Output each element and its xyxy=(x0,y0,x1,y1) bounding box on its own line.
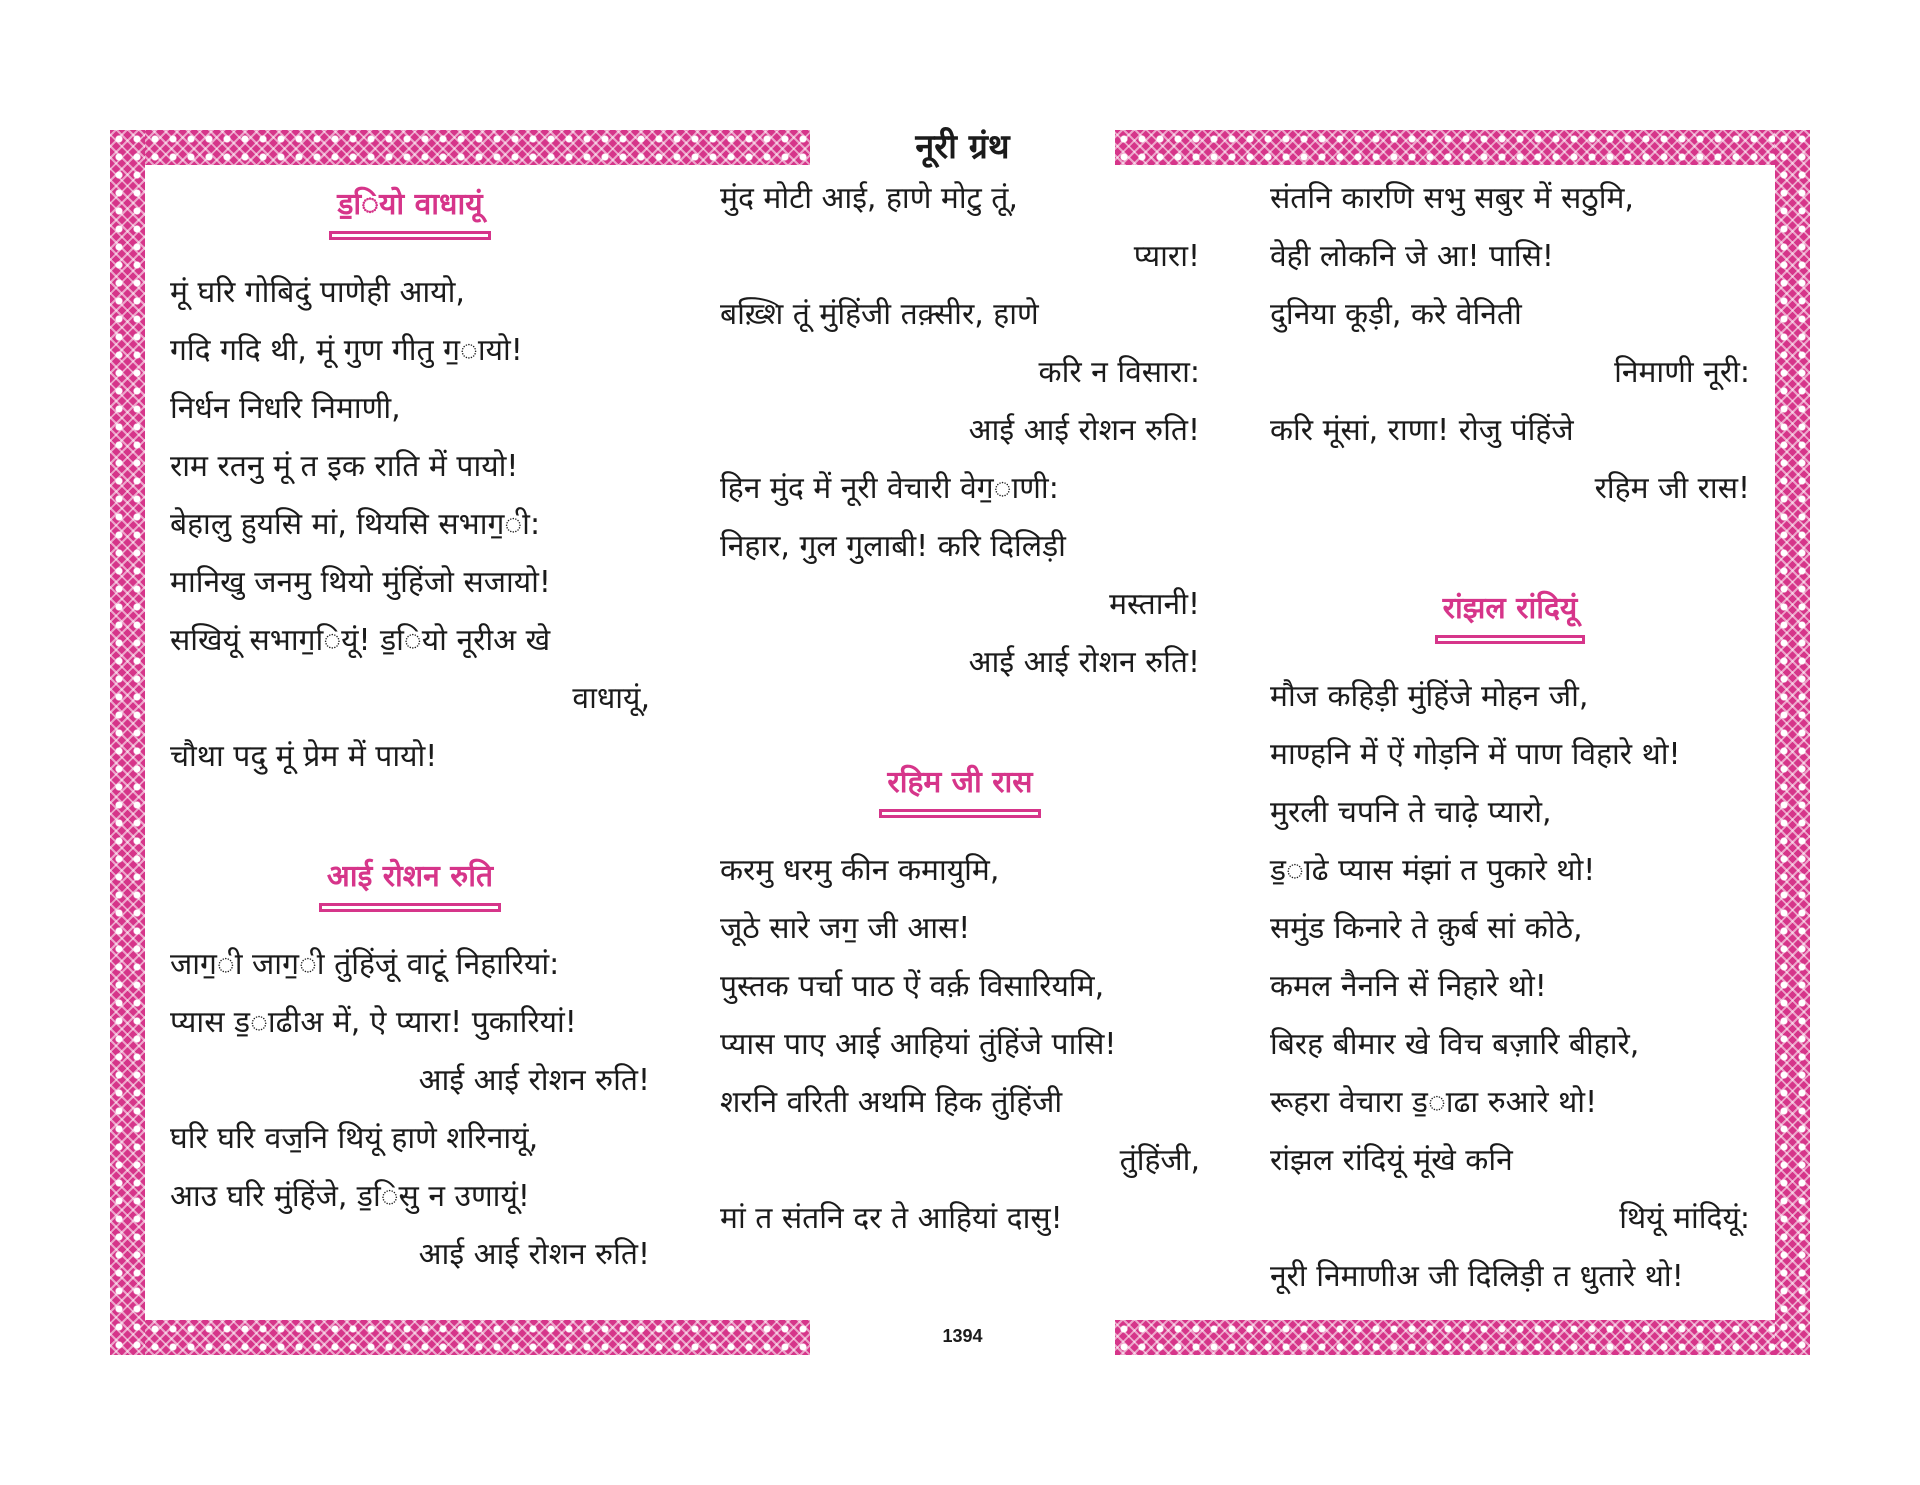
verse-line: आउ घरि मुंहिंजे, ड॒िसु न उणायूं! xyxy=(170,1179,530,1214)
verse-line: समुंड किनारे ते क़ुर्ब सां कोठे, xyxy=(1270,911,1583,946)
verse-line: प्यास ड॒ाढीअ में, ऐ प्यारा! पुकारियां! xyxy=(170,1005,577,1040)
verse-line: आई आई रोशन रुति! xyxy=(418,1063,650,1098)
decorative-border-right xyxy=(1775,130,1810,1355)
verse-line: मूं घरि गोबिदुं पाणेही आयो, xyxy=(170,275,465,310)
verse-line: मुरली चपनि ते चाढ़े प्यारो, xyxy=(1270,795,1552,830)
verse-line: माण्हनि में ऐं गोड़नि में पाण विहारे थो! xyxy=(1270,737,1681,772)
decorative-border-bottom-right xyxy=(1115,1320,1810,1355)
verse-line: राम रतनु मूं त इक राति में पायो! xyxy=(170,449,519,484)
verse-line: रांझल रांदियूं मूंखे कनि xyxy=(1270,1143,1513,1178)
column-1 xyxy=(170,170,650,1284)
verse-line: मां त संतनि दर ते आहियां दासु! xyxy=(720,1201,1063,1236)
verse-line: पुस्तक पर्चा पाठ ऐं वर्क़ विसारियमि, xyxy=(720,969,1105,1004)
verse-line: बिरह बीमार खे विच बज़ारि बीहारे, xyxy=(1270,1027,1640,1062)
book-title: नूरी ग्रंथ xyxy=(915,127,1010,167)
verse-line: हिन मुंद में नूरी वेचारी वेग॒ाणी: xyxy=(720,471,1059,506)
verse-line: मानिखु जनमु थियो मुंहिंजो सजायो! xyxy=(170,565,551,600)
verse-line: करि मूंसां, राणा! रोजु पंहिंजे xyxy=(1270,413,1574,448)
decorative-border-top-left xyxy=(110,130,810,165)
section-heading-diyo-vadhayun: ड॒ियो वाधायूं xyxy=(329,182,490,234)
verse-line: नूरी निमाणीअ जी दिलिड़ी त धुतारे थो! xyxy=(1270,1259,1684,1294)
section-heading-aai-roshan-ruti: आई रोशन रुति xyxy=(319,854,501,906)
verse-line: मौज कहिड़ी मुंहिंजे मोहन जी, xyxy=(1270,679,1589,714)
verse-line: घरि घरि वज॒नि थियूं हाणे शरिनायूं, xyxy=(170,1121,539,1156)
decorative-border-top-right xyxy=(1115,130,1810,165)
verse-line: वाधायूं, xyxy=(572,681,650,716)
verse-line: वेही लोकनि जे आ! पासि! xyxy=(1270,239,1554,274)
verse-line: मुंद मोटी आई, हाणे मोटु तूं, xyxy=(720,181,1018,216)
verse-line: कमल नैननि सें निहारे थो! xyxy=(1270,969,1547,1004)
verse-line: प्यारा! xyxy=(1133,239,1200,274)
verse-line: करि न विसारा: xyxy=(1038,355,1200,390)
verse-line: आई आई रोशन रुति! xyxy=(418,1237,650,1272)
verse-line: जाग॒ी जाग॒ी तुंहिंजूं वाटूं निहारियां: xyxy=(170,947,560,982)
verse-line: थियूं मांदियूं: xyxy=(1619,1201,1750,1236)
verse-line: रूहरा वेचारा ड॒ाढा रुआरे थो! xyxy=(1270,1085,1598,1120)
verse-line: चौथा पदु मूं प्रेम में पायो! xyxy=(170,739,438,774)
verse-line: निहार, गुल गुलाबी! करि दिलिड़ी xyxy=(720,529,1066,564)
verse-line: दुनिया कूड़ी, करे वेनिती xyxy=(1270,297,1522,332)
verse-line: मस्तानी! xyxy=(1109,587,1200,622)
verse-line: बख़्शि तूं मुंहिंजी तक़्सीर, हाणे xyxy=(720,297,1039,332)
verse-line: संतनि कारणि सभु सबुर में सठुमि, xyxy=(1270,181,1634,216)
column-3 xyxy=(1270,170,1750,1306)
verse-line: निमाणी नूरी: xyxy=(1614,355,1750,390)
page-number: 1394 xyxy=(942,1326,983,1346)
section-heading-rahim-ji-raas: रहिम जी रास xyxy=(879,760,1040,812)
verse-line: रहिम जी रास! xyxy=(1594,471,1750,506)
verse-line: शरनि वरिती अथमि हिक तुंहिंजी xyxy=(720,1085,1063,1120)
section-heading-ranjhal-randiyun: रांझल रांदियूं xyxy=(1435,586,1586,638)
decorative-border-bottom-left xyxy=(110,1320,810,1355)
verse-line: जूठे सारे जग॒ जी आस! xyxy=(720,911,971,946)
verse-line: ड॒ाढे प्यास मंझां त पुकारे थो! xyxy=(1270,853,1596,888)
column-2 xyxy=(720,170,1200,1248)
verse-line: सखियूं सभाग॒ियूं! ड॒ियो नूरीअ खे xyxy=(170,623,551,658)
verse-line: बेहालु हुयसि मां, थियसि सभाग॒ी: xyxy=(170,507,541,542)
verse-line: आई आई रोशन रुति! xyxy=(968,413,1200,448)
verse-line: करमु धरमु कीन कमायुमि, xyxy=(720,853,1000,888)
verse-line: प्यास पाए आई आहियां तुंहिंजे पासि! xyxy=(720,1027,1117,1062)
verse-line: गदि गदि थी, मूं गुण गीतु ग॒ायो! xyxy=(170,333,523,368)
verse-line: निर्धन निधरि निमाणी, xyxy=(170,391,401,426)
decorative-border-left xyxy=(110,130,145,1355)
verse-line: आई आई रोशन रुति! xyxy=(968,645,1200,680)
verse-line: तुंहिंजी, xyxy=(1119,1143,1200,1178)
